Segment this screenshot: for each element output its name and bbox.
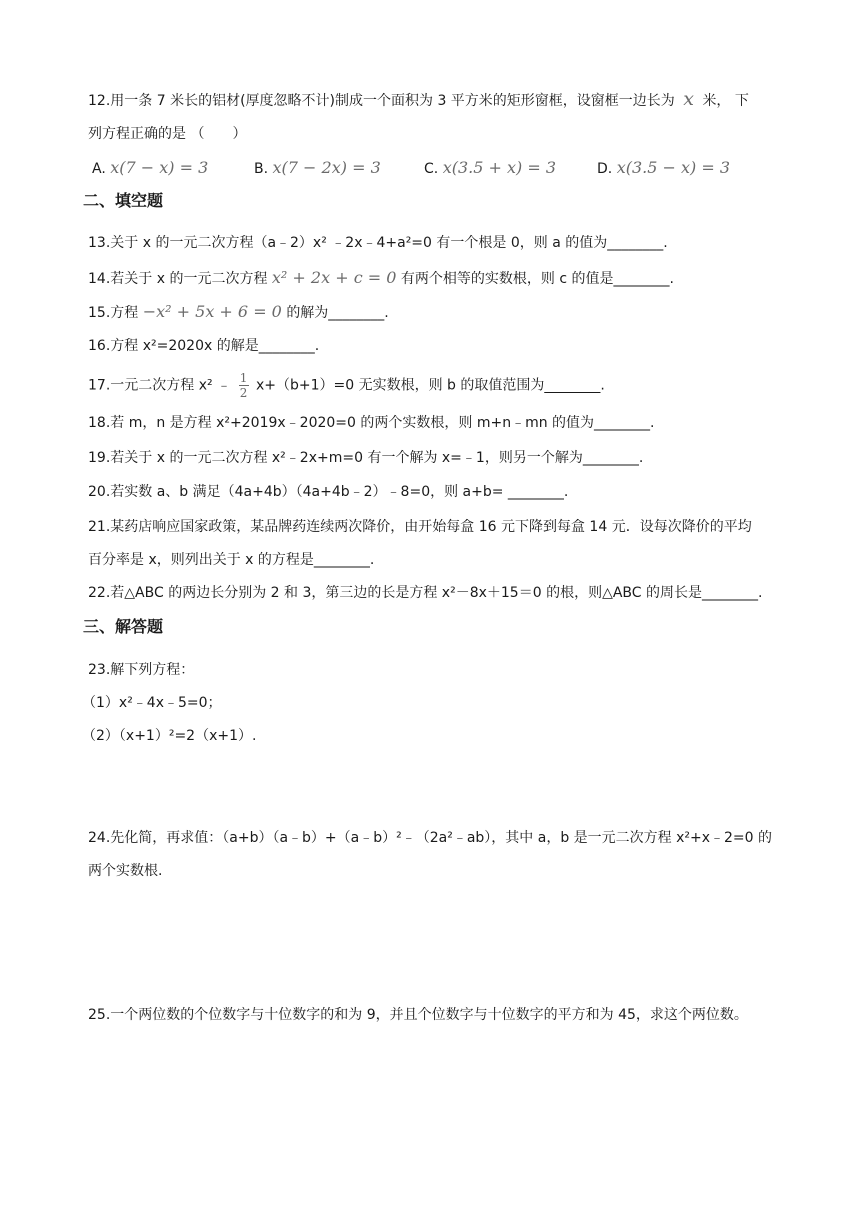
option-b-expression: x(7 − 2x) = 3 — [272, 158, 381, 177]
fraction-denominator: 2 — [239, 386, 248, 400]
option-b — [254, 158, 381, 179]
question-12-line-2: 列方程正确的是 （ ） — [88, 126, 247, 142]
question-14-expression: x² + 2x + c = 0 — [271, 268, 397, 287]
section-heading-fill-in: 二、填空题 — [83, 191, 164, 210]
option-d-expression: x(3.5 − x) = 3 — [616, 158, 730, 177]
question-17 — [88, 372, 605, 399]
question-24-line-2: 两个实数根. — [88, 863, 163, 879]
question-21-line-1: 21.某药店响应国家政策，某品牌药连续两次降价，由开始每盒 16 元下降到每盒 14 元．设每次降价的平均 — [88, 519, 752, 535]
question-23-part-2: （2）（x+1）²=2（x+1）. — [82, 728, 257, 744]
question-19: 19.若关于 x 的一元二次方程 x²﹣2x+m=0 有一个解为 x=﹣1，则另一个解为________. — [88, 450, 644, 466]
question-16: 16.方程 x²=2020x 的解是________. — [88, 338, 320, 354]
question-24-line-1: 24.先化简，再求值：（a+b）（a﹣b）+（a﹣b）²﹣（2a²﹣ab），其中 a，b 是一元二次方程 x²+x﹣2=0 的 — [88, 830, 773, 846]
option-c-label: C. — [424, 161, 439, 177]
section-heading-solve: 三、解答题 — [83, 617, 164, 636]
question-13: 13.关于 x 的一元二次方程（a﹣2）x² ﹣2x﹣4+a²=0 有一个根是 0，则 a 的值为________. — [88, 235, 668, 251]
fraction-one-half — [239, 372, 249, 399]
option-c-expression: x(3.5 + x) = 3 — [442, 158, 556, 177]
question-15-text: 15.方程 — [88, 305, 139, 321]
question-12-text: 12.用一条 7 米长的铝材(厚度忽略不计)制成一个面积为 3 平方米的矩形窗框，设窗框一边长为 — [88, 93, 675, 109]
question-17-text-end: x+（b+1）=0 无实数根，则 b 的取值范围为________. — [255, 377, 605, 394]
question-12-text-end: 米， 下 — [702, 93, 749, 109]
question-14 — [88, 268, 674, 289]
question-15 — [88, 302, 389, 323]
question-17-text: 17.一元二次方程 x² ﹣ — [88, 377, 232, 394]
question-14-text-end: 有两个相等的实数根，则 c 的值是________. — [400, 271, 674, 287]
question-23-title: 23.解下列方程： — [88, 662, 195, 678]
option-a — [92, 158, 208, 179]
question-14-text: 14.若关于 x 的一元二次方程 — [88, 271, 268, 287]
option-a-label: A. — [92, 161, 106, 177]
option-c — [424, 158, 556, 179]
question-15-text-end: 的解为________. — [286, 305, 389, 321]
question-18: 18.若 m，n 是方程 x²+2019x﹣2020=0 的两个实数根，则 m+n﹣mn 的值为________. — [88, 415, 655, 431]
question-25: 25.一个两位数的个位数字与十位数字的和为 9，并且个位数字与十位数字的平方和为 45，求这个两位数。 — [88, 1007, 748, 1023]
option-a-expression: x(7 − x) = 3 — [110, 158, 209, 177]
question-20: 20.若实数 a、b 满足（4a+4b）（4a+4b﹣2）﹣8=0，则 a+b= ________. — [88, 484, 569, 500]
question-21-line-2: 百分率是 x，则列出关于 x 的方程是________. — [88, 552, 375, 568]
option-d-label: D. — [597, 161, 613, 177]
question-22: 22.若△ABC 的两边长分别为 2 和 3，第三边的长是方程 x²－8x＋15＝0 的根，则△ABC 的周长是________. — [88, 585, 763, 601]
option-b-label: B. — [254, 161, 269, 177]
question-12-line-1 — [88, 89, 749, 111]
variable-x: x — [683, 88, 694, 110]
question-15-expression: −x² + 5x + 6 = 0 — [142, 302, 282, 321]
fraction-numerator: 1 — [239, 371, 248, 385]
question-23-part-1: （1）x²﹣4x﹣5=0； — [82, 695, 222, 711]
option-d — [597, 158, 730, 179]
